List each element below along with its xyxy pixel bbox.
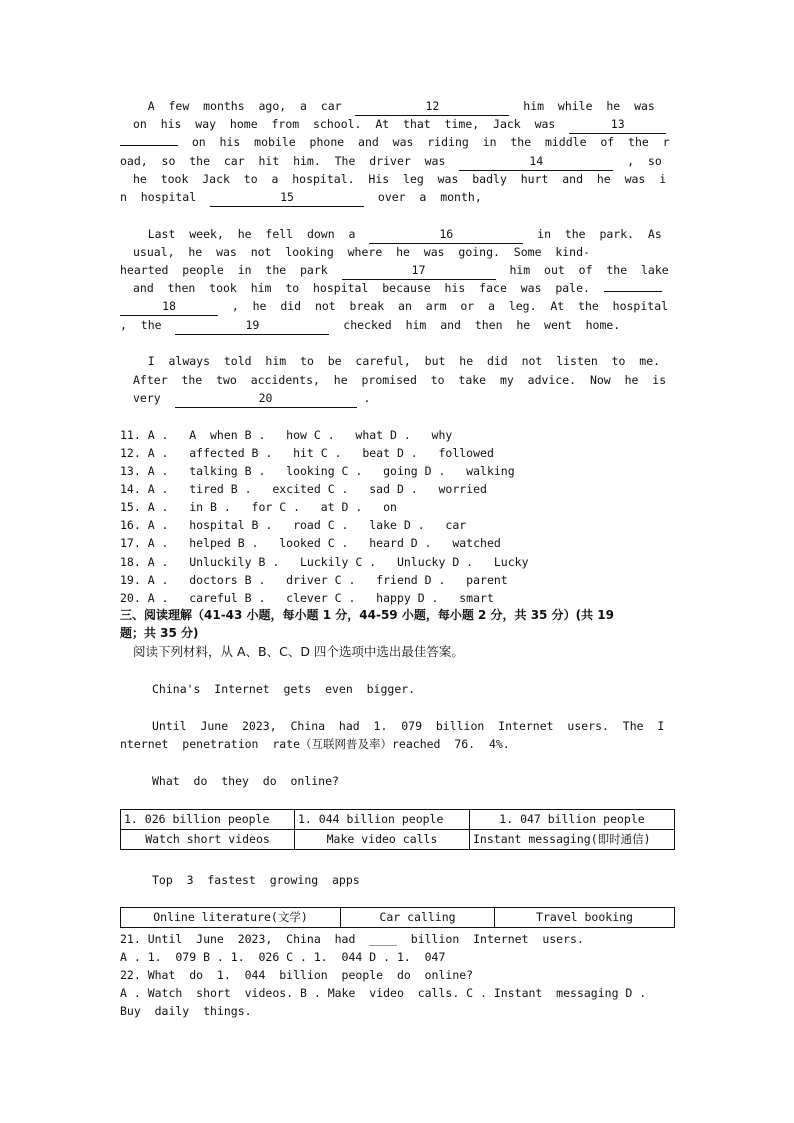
cloze-p3-line3: very 20 .: [133, 389, 687, 408]
blank-13-continued: [120, 145, 178, 146]
option-line-17: 17. A . helped B . looked C . heard D . watched: [120, 536, 501, 550]
question-22-options-cont: Buy daily things.: [120, 1004, 252, 1018]
section-heading-cont: 题；共 35 分): [120, 626, 199, 640]
blank-15: 15: [210, 188, 364, 207]
blank-16: 16: [369, 225, 523, 244]
table-row: [121, 810, 675, 830]
cloze-p1-line3: on his mobile phone and was riding in the middle of the r: [120, 133, 674, 151]
table-cell: Travel booking: [495, 908, 675, 928]
blank-14: 14: [459, 152, 613, 171]
reading-para-line1: Until June 2023, China had 1. 079 billion Internet users. The I: [152, 719, 665, 733]
blank-12: 12: [355, 97, 509, 116]
question-21-options: A . 1. 079 B . 1. 026 C . 1. 044 D . 1. 047: [120, 950, 446, 964]
table-cell: 1. 026 billion people: [121, 810, 295, 830]
option-line-16: 16. A . hospital B . road C . lake D . car: [120, 518, 467, 532]
table-cell: Instant messaging(即时通信): [470, 830, 675, 850]
blank-18-start: [604, 291, 662, 292]
option-line-14: 14. A . tired B . excited C . sad D . worried: [120, 482, 487, 496]
cloze-p3-line2: After the two accidents, he promised to take my advice. Now he is: [133, 373, 667, 387]
option-line-12: 12. A . affected B . hit C . beat D . followed: [120, 446, 494, 460]
table-cell: 1. 044 billion people: [295, 810, 470, 830]
top3-title: Top 3 fastest growing apps: [152, 873, 360, 887]
cloze-p1-line6: n hospital 15 over a month,: [120, 188, 674, 207]
question-22-options: A . Watch short videos. B . Make video calls. C . Instant messaging D .: [120, 986, 647, 1000]
table-row: [121, 908, 675, 928]
top3-apps-table: [120, 907, 675, 928]
cloze-p2-line2: usual, he was not looking where he was going. Some kind-: [133, 245, 590, 259]
table-cell: Watch short videos: [121, 830, 295, 850]
blank-18: 18: [120, 297, 218, 316]
table-cell: Car calling: [341, 908, 495, 928]
option-line-15: 15. A . in B . for C . at D . on: [120, 500, 397, 514]
blank-17: 17: [342, 261, 496, 280]
section-instruction: 阅读下列材料，从 A、B、C、D 四个选项中选出最佳答案。: [133, 644, 464, 659]
option-line-20: 20. A . careful B . clever C . happy D . smart: [120, 591, 494, 605]
option-line-19: 19. A . doctors B . driver C . friend D . parent: [120, 573, 508, 587]
blank-20: 20: [175, 389, 357, 408]
table-cell: 1. 047 billion people: [470, 810, 675, 830]
cloze-p2-line1: Last week, he fell down a 16 in the park. As: [120, 225, 674, 244]
cloze-p2-line6: , the 19 checked him and then he went home.: [120, 316, 674, 335]
reading-para-line2: nternet penetration rate（互联网普及率）reached 76. 4%.: [120, 737, 510, 751]
blank-19: 19: [175, 316, 329, 335]
cloze-p1-line4: oad, so the car hit him. The driver was 14 , so: [120, 152, 674, 171]
section-heading: 三、阅读理解（41-43 小题，每小题 1 分，44-59 小题，每小题 2 分，共 35 分）(共 19: [120, 608, 614, 622]
table-cell: Online literature(文学): [121, 908, 341, 928]
cloze-p1-line1: A few months ago, a car 12 him while he was: [120, 97, 674, 116]
option-line-18: 18. A . Unluckily B . Luckily C . Unlucky D . Lucky: [120, 555, 529, 569]
cloze-p2-line3: hearted people in the park 17 him out of the lake: [120, 261, 674, 280]
reading-title: China's Internet gets even bigger.: [152, 682, 416, 696]
cloze-p1-line5: he took Jack to a hospital. His leg was badly hurt and he was i: [133, 172, 667, 186]
table-cell: Make video calls: [295, 830, 470, 850]
option-line-11: 11. A . A when B . how C . what D . why: [120, 428, 453, 442]
cloze-p2-line4: and then took him to hospital because his face was pale.: [133, 279, 687, 297]
cloze-p2-line5: 18 , he did not break an arm or a leg. At the hospital: [120, 297, 674, 316]
cloze-p3-line1: I always told him to be careful, but he did not listen to me.: [147, 354, 661, 368]
question-online: What do they do online?: [152, 774, 339, 788]
blank-13: 13: [569, 115, 666, 134]
cloze-p1-line2: on his way home from school. At that time, Jack was 13: [133, 115, 687, 134]
question-21: 21. Until June 2023, China had ____ billion Internet users.: [120, 932, 584, 946]
table-row: [121, 830, 675, 850]
option-line-13: 13. A . talking B . looking C . going D . walking: [120, 464, 515, 478]
question-22: 22. What do 1. 044 billion people do online?: [120, 968, 474, 982]
online-activity-table: [120, 809, 675, 850]
